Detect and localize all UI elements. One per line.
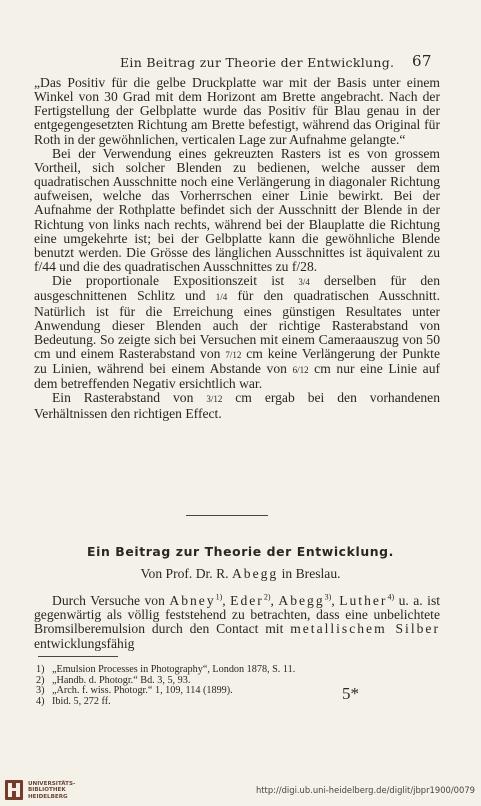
library-line-3: HEIDELBERG — [28, 793, 68, 800]
page-number: 67 — [412, 52, 432, 70]
paragraph-3 — [34, 274, 440, 391]
footnotes — [36, 665, 436, 707]
author-name: Abegg — [231, 566, 279, 581]
fraction-1-4: 1/4 — [215, 292, 228, 303]
cited-name-luther: Luther — [339, 593, 388, 608]
source-url[interactable]: http://digi.ub.uni-heidelberg.de/diglit/jbpr1900/0079 — [255, 785, 475, 795]
footnote-number: 3) — [36, 685, 45, 697]
footnote-divider — [38, 656, 118, 657]
p4-text-b: cm ergab bei den vorhandenen Verhältnissen den richtigen Effect. — [34, 390, 441, 421]
library-line-2: BIBLIOTHEK — [28, 787, 66, 794]
article-text-1: u. a. ist gegenwärtig als völlig feststehend zu betrachten, dass eine unbelichtete Bromsilberemulsion durch den Contact mit — [34, 593, 441, 637]
footnote-text: Ibid. 5, 272 ff. — [52, 695, 111, 707]
signature-mark: 5* — [342, 684, 359, 703]
paragraph-1: „Das Positiv für die gelbe Druckplatte war mit der Basis unter einem Winkel von 30 Grad mit dem Horizont am Brette angebracht. Nach der Fertigstellung der Gelbplatte wurde das Positiv für Blau genau in der entgegengesetzten Richtung am Brette befestigt, während das Original für Roth in der gewöhnlichen, verticalen Lage zur Aufnahme gelangte.“ — [34, 75, 440, 147]
article-title: Ein Beitrag zur Theorie der Entwicklung. — [87, 544, 394, 559]
cited-name-abegg: Abegg — [278, 593, 325, 608]
p3-text-d: cm keine Verlängerung der Punkte zu Linien, während bei einem Abstande von — [34, 345, 440, 377]
footer-bar — [0, 775, 481, 806]
body-text — [34, 76, 440, 421]
footnote-number: 1) — [36, 664, 45, 675]
footnote-text: „Handb. d. Photogr.“ Bd. 3, 5, 93. — [52, 674, 191, 686]
article-text-2: entwicklungsfähig — [34, 635, 135, 651]
footnote-text: „Emulsion Processes in Photography“, London 1878, S. 11. — [52, 664, 296, 675]
p4-text-a: Ein Rasterabstand von — [52, 390, 207, 406]
paragraph-2: Bei der Verwendung eines gekreuzten Rasters ist es von grossem Vortheil, sich solcher Blenden zu bedienen, welche ausser dem quadratischen Ausschnitte noch eine Verlängerung in diagonaler Richtung aufweisen, welche das Vorherrschen einer Linie bewirkt. Bei der Aufnahme der Rothplatte befindet sich der Ausschnitt der Blende in der Richtung von links nach rechts, während bei der Blauplatte die Richtung eine umgekehrte ist; bei der Gelbplatte kann die gewöhnliche Blende benutzt werden. Die Grösse des länglichen Ausschnittes ist äquivalent zu f/44 und die des quadratischen Ausschnittes zu f/28. — [34, 145, 440, 275]
p3-text-b: derselben für den ausgeschnittenen Schlitz und — [34, 273, 440, 304]
footnote-number: 4) — [36, 695, 45, 707]
library-name — [28, 781, 75, 800]
footnote-ref-3: 3) — [324, 592, 332, 602]
footnote-ref-2: 2) — [263, 592, 271, 602]
fraction-3-12: 3/12 — [206, 394, 223, 405]
cited-name-abney: Abney — [169, 593, 216, 608]
footnote-4 — [36, 697, 436, 708]
footnote-ref-1: 1) — [215, 592, 223, 602]
p3-text-a: Die proportionale Expositionszeit ist — [52, 273, 299, 289]
author-suffix: in Breslau. — [278, 566, 341, 581]
fraction-3-4: 3/4 — [298, 277, 310, 288]
intro-text: Durch Versuche von — [52, 593, 170, 608]
p3-text-c: für den quadratischen Ausschnitt. Natürlich ist für die Erreichung eines günstigen Resultates unter Anwendung dieser Blenden auch der richtige Rasterabstand von Bedeutung. So zeigte sich bei Versuchen mit einem Cameraauszug von 50 cm und einem Rasterabstand von — [34, 288, 440, 361]
library-logo-icon — [4, 779, 24, 801]
author-prefix: Von Prof. Dr. R. — [140, 566, 232, 581]
article-paragraph-1: Durch Versuche von Abney$^{1)}$, Eder$^{2)}$, Abegg$^{3)}$, Luther$^{4)}$ u. a. ist gegenwärtig als völlig feststehend zu betrachten, dass eine unbelichtete Bromsilberemulsion durch den Contact mit metallischem Silber entwicklungsfähig — [34, 592, 441, 651]
footnote-text: „Arch. f. wiss. Photogr.“ 1, 109, 114 (1899). — [52, 685, 233, 697]
emphasis-metallic-silver: metallischem Silber — [290, 621, 440, 637]
fraction-6-12: 6/12 — [292, 365, 309, 376]
footnote-ref-4: 4) — [387, 592, 395, 602]
article-body — [34, 594, 440, 651]
author-line — [0, 566, 481, 582]
p3-text-e: cm nur eine Linie auf dem betreffenden Negativ ersichtlich war. — [34, 361, 441, 392]
cited-name-eder: Eder — [230, 593, 264, 608]
section-divider — [186, 515, 268, 516]
running-title: Ein Beitrag zur Theorie der Entwicklung. — [120, 55, 395, 70]
footnote-number: 2) — [36, 674, 45, 686]
library-line-1: UNIVERSITÄTS- — [28, 781, 76, 787]
paragraph-4 — [34, 391, 440, 420]
fraction-7-12: 7/12 — [225, 349, 242, 360]
